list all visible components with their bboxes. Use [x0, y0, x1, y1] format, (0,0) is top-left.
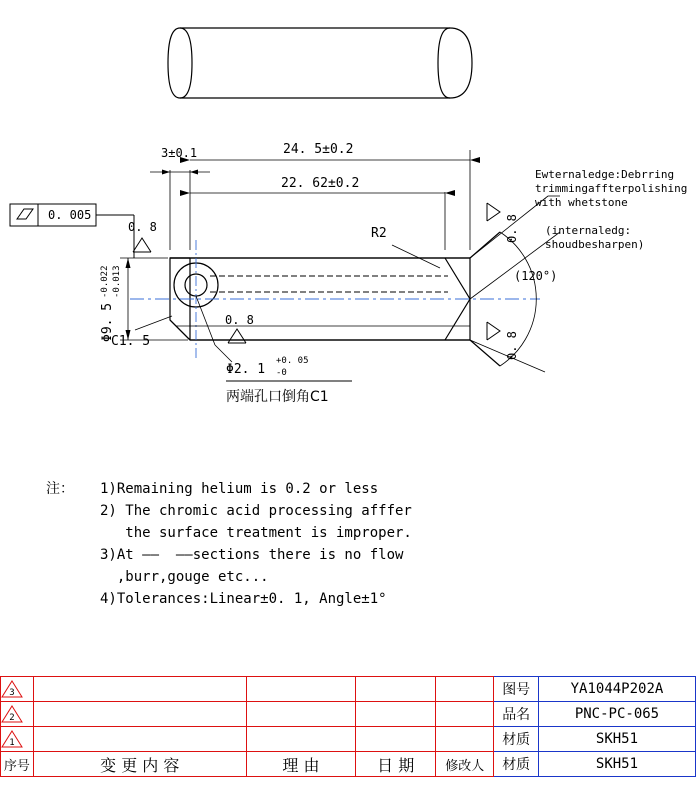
field-label-material: 材质 [494, 727, 539, 752]
field-label-drawing-no: 图号 [494, 677, 539, 702]
edge-note-line1: Ewternaledge:Debrring [535, 168, 675, 181]
dim-3-label: 3±0.1 [161, 146, 198, 160]
diameter-9-5-group [86, 250, 126, 350]
column-header-changer: 修改人 [436, 752, 494, 777]
reason-cell-3 [246, 677, 356, 702]
note-line-6: 4)Tolerances:Linear±0. 1, Angle±1° [100, 591, 387, 607]
note-line-1: 1)Remaining helium is 0.2 or less [100, 481, 379, 497]
notes-prefix: 注： [46, 481, 74, 497]
triangle-rev-icon [1, 705, 23, 723]
svg-text:1: 1 [9, 738, 15, 748]
diameter-9-5-tol-lower: -0.022 [100, 265, 110, 298]
column-header-date: 日 期 [356, 752, 436, 777]
field-value-material: SKH51 [538, 727, 695, 752]
table-row-rev1 [1, 727, 696, 752]
triangle-rev-icon [1, 730, 23, 748]
column-header-seq: 序号 [1, 752, 34, 777]
diameter-2-1-tol-upper: +0. 05 [276, 356, 309, 366]
diameter-9-5-label: Φ9. 5 [100, 302, 115, 342]
change-content-cell-1 [33, 727, 246, 752]
note-line-3: the surface treatment is improper. [100, 525, 412, 541]
date-cell-2 [356, 702, 436, 727]
changer-cell-2 [436, 702, 494, 727]
rev-mark-2-cell [1, 702, 34, 727]
edge-note-line5: shoudbesharpen) [545, 238, 645, 251]
field-label-material-bottom: 材质 [494, 752, 539, 777]
edge-note-line3: with whetstone [535, 196, 628, 209]
chamfer-both-ends-note: 两端孔口倒角C1 [226, 389, 329, 405]
triangle-rev-icon [1, 680, 23, 698]
changer-cell-1 [436, 727, 494, 752]
angle-120-label: (120°) [514, 269, 558, 283]
column-header-reason: 理 由 [246, 752, 356, 777]
radius-r2-label: R2 [371, 226, 387, 241]
field-value-material-bottom: SKH51 [538, 752, 695, 777]
table-row-headers [1, 752, 696, 777]
roughness-08-bottomleft: 0. 8 [225, 313, 254, 327]
table-row-rev3 [1, 677, 696, 702]
rev-mark-1-cell [1, 727, 34, 752]
flatness-value-label: 0. 005 [48, 208, 92, 222]
rev-mark-3-cell [1, 677, 34, 702]
diameter-9-5-tol-upper: -0.013 [112, 265, 122, 298]
date-cell-1 [356, 727, 436, 752]
note-line-5: ,burr,gouge etc... [100, 569, 269, 585]
dim-22-62-label: 22. 62±0.2 [281, 176, 360, 191]
reason-cell-2 [246, 702, 356, 727]
roughness-08-topright: 0. 8 [505, 214, 519, 243]
title-block [0, 676, 696, 777]
svg-text:2: 2 [9, 713, 15, 723]
note-line-4: 3)At —— ——sections there is no flow [100, 547, 404, 563]
column-header-change-content: 变 更 内 容 [33, 752, 246, 777]
change-content-cell-3 [33, 677, 246, 702]
svg-text:3: 3 [9, 688, 15, 698]
edge-note-line4: (internaledg: [545, 224, 632, 237]
edge-note-line2: trimmingaffterpolishing [535, 182, 688, 195]
changer-cell-3 [436, 677, 494, 702]
date-cell-3 [356, 677, 436, 702]
roughness-08-bottomright: 0. 8 [505, 331, 519, 360]
field-value-drawing-no: YA1044P202A [538, 677, 695, 702]
dim-24-5-label: 24. 5±0.2 [283, 142, 354, 157]
table-row-rev2 [1, 702, 696, 727]
roughness-08-topleft: 0. 8 [128, 220, 157, 234]
chamfer-c15-label: C1. 5 [111, 334, 151, 349]
notes-block [46, 478, 412, 610]
field-label-part-name: 品名 [494, 702, 539, 727]
diameter-2-1-label: Φ2. 1 [226, 362, 266, 377]
note-line-2: 2) The chromic acid processing afffer [100, 503, 412, 519]
field-value-part-name: PNC-PC-065 [538, 702, 695, 727]
reason-cell-1 [246, 727, 356, 752]
diameter-2-1-tol-lower: -0 [276, 368, 287, 378]
change-content-cell-2 [33, 702, 246, 727]
